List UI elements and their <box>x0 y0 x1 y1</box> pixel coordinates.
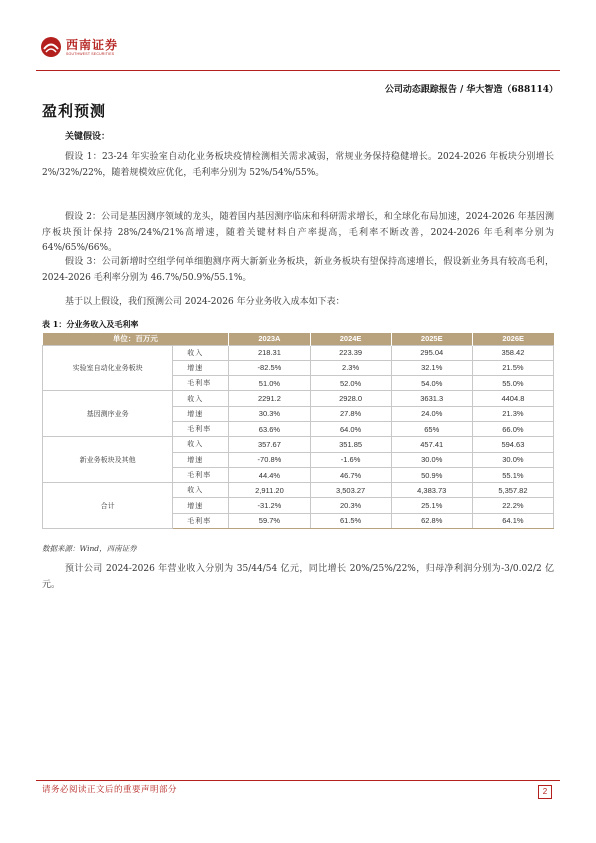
value-cell: 25.1% <box>391 498 472 513</box>
value-cell: -82.5% <box>229 360 310 375</box>
value-cell: 4404.8 <box>472 391 553 406</box>
value-cell: 30.3% <box>229 406 310 421</box>
value-cell: 55.1% <box>472 467 553 482</box>
value-cell: 65% <box>391 421 472 436</box>
header-divider <box>36 70 560 71</box>
value-cell: -31.2% <box>229 498 310 513</box>
segment-name-cell: 合计 <box>43 483 173 529</box>
value-cell: 457.41 <box>391 437 472 452</box>
value-cell: 3,503.27 <box>310 483 391 498</box>
value-cell: 218.31 <box>229 345 310 360</box>
table-header-row <box>43 333 554 345</box>
logo-text-en: SOUTHWEST SECURITIES <box>66 51 115 56</box>
value-cell: 594.63 <box>472 437 553 452</box>
data-source-note: 数据来源：Wind，西南证券 <box>42 544 137 553</box>
page-number: 2 <box>538 785 552 799</box>
assumption-paragraph-3: 假设 3：公司新增时空组学何单细胞测序两大新新业务板块，新业务板块有望保持高速增长，假设新业务具有较高毛利，2024-2026 毛利率分别为 46.7%/50.9%/55.1%。 <box>42 257 554 283</box>
metric-cell: 收入 <box>173 437 229 452</box>
value-cell: 21.5% <box>472 360 553 375</box>
year-header: 2026E <box>472 333 553 345</box>
value-cell: 20.3% <box>310 498 391 513</box>
table-title: 表 1：分业务收入及毛利率 <box>42 319 139 329</box>
value-cell: -1.6% <box>310 452 391 467</box>
value-cell: 30.0% <box>391 452 472 467</box>
value-cell: 63.6% <box>229 421 310 436</box>
value-cell: 2291.2 <box>229 391 310 406</box>
company-logo <box>40 36 118 58</box>
value-cell: 64.0% <box>310 421 391 436</box>
table-row <box>43 345 554 360</box>
value-cell: 24.0% <box>391 406 472 421</box>
value-cell: 30.0% <box>472 452 553 467</box>
unit-header: 单位：百万元 <box>43 333 229 345</box>
value-cell: 61.5% <box>310 513 391 528</box>
year-header: 2024E <box>310 333 391 345</box>
metric-cell: 收入 <box>173 391 229 406</box>
table-row <box>43 483 554 498</box>
report-type-label: 公司动态跟踪报告 / 华大智造（688114） <box>384 85 558 95</box>
value-cell: 32.1% <box>391 360 472 375</box>
page-header <box>36 36 560 95</box>
segment-name-cell: 实验室自动化业务板块 <box>43 345 173 391</box>
table-row <box>43 391 554 406</box>
value-cell: 46.7% <box>310 467 391 482</box>
value-cell: 358.42 <box>472 345 553 360</box>
value-cell: 223.39 <box>310 345 391 360</box>
value-cell: 27.8% <box>310 406 391 421</box>
assumption-paragraph-1: 假设 1：23-24 年实验室自动化业务板块疫情检测相关需求减弱，常规业务保持稳健增长。2024-2026 年板块分别增长 2%/32%/22%，随着规模效应优化，毛利率分别为 52%/54%/55%。 <box>42 152 554 178</box>
value-cell: 50.9% <box>391 467 472 482</box>
value-cell: 5,357.82 <box>472 483 553 498</box>
table-row <box>43 437 554 452</box>
value-cell: 357.67 <box>229 437 310 452</box>
logo-emblem-icon <box>40 36 62 58</box>
footer-divider <box>36 780 560 781</box>
value-cell: 44.4% <box>229 467 310 482</box>
key-assumptions-label: 关键假设： <box>65 132 111 142</box>
metric-cell: 增速 <box>173 360 229 375</box>
value-cell: 351.85 <box>310 437 391 452</box>
year-header: 2023A <box>229 333 310 345</box>
metric-cell: 毛利率 <box>173 376 229 391</box>
value-cell: 54.0% <box>391 376 472 391</box>
metric-cell: 增速 <box>173 406 229 421</box>
value-cell: 66.0% <box>472 421 553 436</box>
value-cell: 22.2% <box>472 498 553 513</box>
value-cell: 3631.3 <box>391 391 472 406</box>
assumption-paragraph-2: 假设 2：公司是基因测序领域的龙头，随着国内基因测序临床和科研需求增长，和全球化布局加速，2024-2026 年基因测序板块预计保持 28%/24%/21%高增速，随着关键材料自产率提高，毛利率不断改善，2024-2026 年毛利率分别为 64%/65%/66%。 <box>42 212 554 253</box>
value-cell: -70.8% <box>229 452 310 467</box>
segment-revenue-table <box>42 333 554 529</box>
segment-name-cell: 基因测序业务 <box>43 391 173 437</box>
value-cell: 51.0% <box>229 376 310 391</box>
value-cell: 62.8% <box>391 513 472 528</box>
value-cell: 2.3% <box>310 360 391 375</box>
metric-cell: 毛利率 <box>173 513 229 528</box>
metric-cell: 增速 <box>173 452 229 467</box>
value-cell: 295.04 <box>391 345 472 360</box>
segment-name-cell: 新业务板块及其他 <box>43 437 173 483</box>
value-cell: 59.7% <box>229 513 310 528</box>
value-cell: 64.1% <box>472 513 553 528</box>
value-cell: 21.3% <box>472 406 553 421</box>
metric-cell: 毛利率 <box>173 421 229 436</box>
metric-cell: 收入 <box>173 483 229 498</box>
value-cell: 2928.0 <box>310 391 391 406</box>
year-header: 2025E <box>391 333 472 345</box>
logo-text-cn: 西南证券 <box>66 37 119 52</box>
footer-disclaimer: 请务必阅读正文后的重要声明部分 <box>42 785 178 795</box>
value-cell: 52.0% <box>310 376 391 391</box>
conclusion-paragraph: 预计公司 2024-2026 年营业收入分别为 35/44/54 亿元，同比增长 20%/25%/22%，归母净利润分别为-3/0.02/2 亿元。 <box>42 564 554 590</box>
metric-cell: 增速 <box>173 498 229 513</box>
value-cell: 2,911.20 <box>229 483 310 498</box>
metric-cell: 毛利率 <box>173 467 229 482</box>
forecast-intro-paragraph: 基于以上假设，我们预测公司 2024-2026 年分业务收入成本如下表： <box>65 297 345 307</box>
value-cell: 55.0% <box>472 376 553 391</box>
section-title: 盈利预测 <box>42 102 107 120</box>
metric-cell: 收入 <box>173 345 229 360</box>
value-cell: 4,383.73 <box>391 483 472 498</box>
